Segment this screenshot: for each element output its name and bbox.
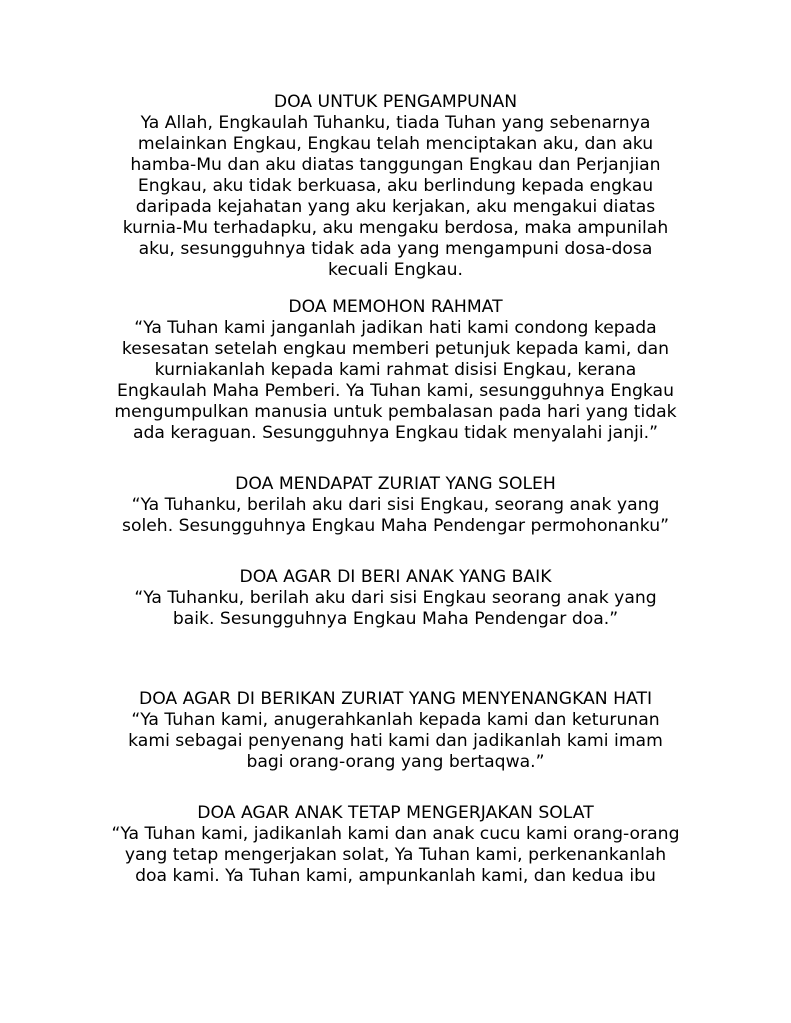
- body-line: baik. Sesungguhnya Engkau Maha Pendengar doa.”: [172, 609, 619, 629]
- body-line: doa kami. Ya Tuhan kami, ampunkanlah kami, dan kedua ibu: [135, 866, 656, 886]
- section-body: [90, 113, 701, 281]
- body-line: ada keraguan. Sesungguhnya Engkau tidak menyalahi janji.”: [132, 423, 659, 443]
- body-line: Engkaulah Maha Pemberi. Ya Tuhan kami, sesungguhnya Engkau: [117, 381, 674, 401]
- body-line: kami sebagai penyenang hati kami dan jadikanlah kami imam: [128, 731, 663, 751]
- prayer-section-pious-offspring: [90, 474, 701, 537]
- body-line: soleh. Sesungguhnya Engkau Maha Pendengar permohonanku”: [121, 516, 669, 536]
- prayer-section-good-child: [90, 567, 701, 630]
- body-line: melainkan Engkau, Engkau telah menciptakan aku, dan aku: [137, 134, 654, 154]
- body-line: kesesatan setelah engkau memberi petunjuk kepada kami, dan: [121, 339, 670, 359]
- body-line: daripada kejahatan yang aku kerjakan, aku mengakui diatas: [135, 197, 656, 217]
- section-body: [90, 318, 701, 444]
- section-body: [90, 495, 701, 537]
- section-body: [90, 710, 701, 773]
- body-line: “Ya Tuhanku, berilah aku dari sisi Engkau seorang anak yang: [134, 588, 657, 608]
- body-line: kecuali Engkau.: [327, 260, 463, 280]
- section-title: DOA MENDAPAT ZURIAT YANG SOLEH: [235, 474, 556, 494]
- body-line: bagi orang-orang yang bertaqwa.”: [246, 752, 545, 772]
- prayer-section-forgiveness: [90, 92, 701, 281]
- section-body: [90, 824, 701, 887]
- body-line: “Ya Tuhan kami janganlah jadikan hati kami condong kepada: [134, 318, 657, 338]
- section-title: DOA MEMOHON RAHMAT: [288, 297, 503, 317]
- body-line: Engkau, aku tidak berkuasa, aku berlindung kepada engkau: [137, 176, 654, 196]
- section-title: DOA UNTUK PENGAMPUNAN: [273, 92, 518, 112]
- body-line: “Ya Tuhan kami, anugerahkanlah kepada kami dan keturunan: [131, 710, 660, 730]
- section-title: DOA AGAR DI BERIKAN ZURIAT YANG MENYENANGKAN HATI: [138, 689, 653, 709]
- section-title: DOA AGAR ANAK TETAP MENGERJAKAN SOLAT: [197, 803, 594, 823]
- body-line: “Ya Tuhanku, berilah aku dari sisi Engkau, seorang anak yang: [131, 495, 660, 515]
- prayer-section-prayer-steadfast: [90, 803, 701, 887]
- body-line: kurniakanlah kepada kami rahmat disisi Engkau, kerana: [154, 360, 637, 380]
- body-line: Ya Allah, Engkaulah Tuhanku, tiada Tuhan yang sebenarnya: [140, 113, 651, 133]
- body-line: mengumpulkan manusia untuk pembalasan pada hari yang tidak: [114, 402, 677, 422]
- section-body: [90, 588, 701, 630]
- body-line: yang tetap mengerjakan solat, Ya Tuhan kami, perkenankanlah: [124, 845, 667, 865]
- body-line: kurnia-Mu terhadapku, aku mengaku berdosa, maka ampunilah: [122, 218, 669, 238]
- section-title: DOA AGAR DI BERI ANAK YANG BAIK: [239, 567, 552, 587]
- body-line: “Ya Tuhan kami, jadikanlah kami dan anak cucu kami orang-orang: [111, 824, 680, 844]
- body-line: hamba-Mu dan aku diatas tanggungan Engkau dan Perjanjian: [130, 155, 661, 175]
- body-line: aku, sesungguhnya tidak ada yang mengampuni dosa-dosa: [138, 239, 653, 259]
- prayer-section-pleasing-offspring: [90, 689, 701, 773]
- prayer-section-mercy: [90, 297, 701, 444]
